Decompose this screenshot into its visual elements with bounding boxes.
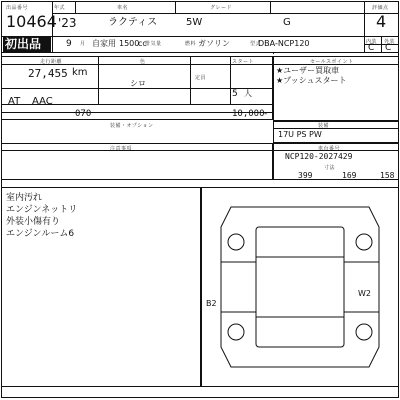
transmission-value: AT xyxy=(8,96,21,107)
label-fuel: 燃料 xyxy=(185,41,197,47)
label-capacity: 定員 xyxy=(195,75,207,81)
lot-number: 10464 xyxy=(6,12,57,31)
label-mileage: 走行距離 xyxy=(40,59,63,65)
price-unit: - xyxy=(264,109,268,119)
label-lot-number: 出品番号 xyxy=(6,5,29,11)
label-equipment-section: 装備・オプション xyxy=(110,123,154,129)
label-int: 内装 xyxy=(366,39,378,45)
capacity-unit: 人 xyxy=(244,89,252,98)
mileage-value: 27,455 xyxy=(28,67,68,80)
chassis-value: NCP120-2027429 xyxy=(285,152,353,161)
color-value: シロ xyxy=(130,79,146,88)
label-chassis: 車台番号 xyxy=(318,146,341,152)
aircon-value: AAC xyxy=(32,96,53,107)
mileage-unit: km xyxy=(72,67,88,78)
label-year: 年式 xyxy=(54,5,66,11)
damage-mark-b2: B2 xyxy=(206,299,217,308)
dims-height: 158 xyxy=(380,171,395,180)
inspector-note-1: 室内汚れ xyxy=(6,193,43,203)
equipment-value: 17U PS PW xyxy=(278,130,322,139)
label-sales-point: セールスポイント xyxy=(310,59,354,65)
displacement-unit: cc xyxy=(138,39,147,48)
label-model: 車名 xyxy=(117,5,129,11)
label-ext: 外装 xyxy=(384,39,396,45)
int-grade: C xyxy=(368,43,375,53)
inspector-note-2: エンジンネットリ xyxy=(6,205,78,215)
note-2: ★プッシュスタート xyxy=(276,76,347,85)
remarks-box xyxy=(1,143,273,180)
year-value: '23 xyxy=(58,16,77,30)
label-remarks: 注意事項 xyxy=(110,146,133,152)
fuel-value: ガソリン xyxy=(198,39,230,48)
label-color: 色 xyxy=(140,59,146,65)
model-name: ラクティス xyxy=(108,17,158,28)
grade-1: 5W xyxy=(186,17,203,28)
label-score: 評価点 xyxy=(372,5,389,11)
first-listing: 初出品 xyxy=(5,37,42,51)
label-dims: 寸法 xyxy=(324,165,336,171)
label-price: スタート xyxy=(232,59,255,65)
label-month: 月 xyxy=(80,41,86,47)
inspector-note-4: エンジンルーム6 xyxy=(6,229,75,239)
capacity-value: 5 xyxy=(232,89,238,99)
inspector-note-3: 外装小傷有り xyxy=(6,217,61,227)
month-value: 9 xyxy=(66,39,72,49)
dims-length: 399 xyxy=(298,171,313,180)
dims-width: 169 xyxy=(342,171,357,180)
model-code: DBA-NCP120 xyxy=(258,39,310,48)
usage-value: 自家用 xyxy=(92,39,116,48)
displacement-value: 1500 xyxy=(119,39,140,48)
car-diagram xyxy=(201,187,399,387)
price-value: 10,000 xyxy=(232,109,265,119)
score-value: 4 xyxy=(376,12,387,31)
label-grade: グレード xyxy=(210,5,233,11)
ext-grade: C xyxy=(385,43,392,53)
grade-2: G xyxy=(283,17,291,28)
label-cc: 排気量 xyxy=(145,41,162,47)
label-equipment: 装備 xyxy=(318,123,330,129)
damage-mark-w2: W2 xyxy=(358,289,371,298)
color-code: 070 xyxy=(75,109,92,119)
label-type: 型式 xyxy=(250,41,262,47)
note-1: ★ユーザー買取車 xyxy=(276,66,340,75)
